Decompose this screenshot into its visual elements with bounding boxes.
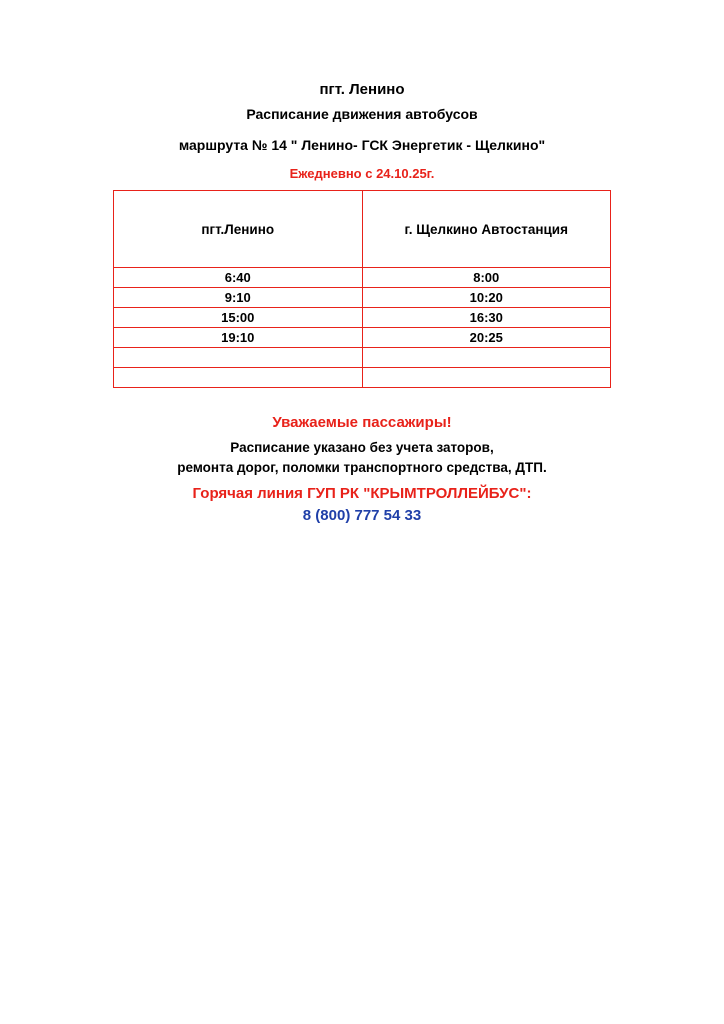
departure-time-lenino: 19:10	[114, 328, 363, 348]
column-header-shchelkino: г. Щелкино Автостанция	[362, 191, 611, 268]
document-header	[0, 80, 724, 181]
departure-time-shchelkino	[362, 348, 611, 368]
notice-line-2: ремонта дорог, поломки транспортного средства, ДТП.	[177, 459, 547, 475]
table-row	[114, 328, 611, 348]
departure-time-shchelkino: 16:30	[362, 308, 611, 328]
schedule-table-body	[114, 268, 611, 388]
table-row	[114, 288, 611, 308]
departure-time-lenino: 9:10	[114, 288, 363, 308]
departure-time-shchelkino: 8:00	[362, 268, 611, 288]
departure-time-lenino: 15:00	[114, 308, 363, 328]
column-header-lenino: пгт.Ленино	[114, 191, 363, 268]
table-row	[114, 368, 611, 388]
departure-time-shchelkino	[362, 368, 611, 388]
departure-time-lenino: 6:40	[114, 268, 363, 288]
notice-title: Уважаемые пассажиры!	[272, 414, 452, 432]
departure-time-shchelkino: 20:25	[362, 328, 611, 348]
schedule-table	[113, 190, 611, 388]
period-title: Ежедневно с 24.10.25г.	[289, 166, 435, 182]
settlement-title: пгт. Ленино	[319, 81, 405, 98]
hotline-phone: 8 (800) 777 54 33	[302, 507, 422, 525]
route-title: маршрута № 14 " Ленино- ГСК Энергетик - Щелкино"	[178, 137, 546, 154]
table-header-row	[114, 191, 611, 268]
departure-time-lenino	[114, 348, 363, 368]
document-type-title: Расписание движения автобусов	[246, 106, 478, 123]
document-footer	[0, 414, 724, 524]
departure-time-shchelkino: 10:20	[362, 288, 611, 308]
hotline-label: Горячая линия ГУП РК "КРЫМТРОЛЛЕЙБУС":	[192, 485, 532, 503]
table-row	[114, 308, 611, 328]
notice-line-1: Расписание указано без учета заторов,	[230, 440, 494, 456]
schedule-table-head	[114, 191, 611, 268]
table-row	[114, 268, 611, 288]
schedule-table-container	[113, 190, 611, 388]
table-row	[114, 348, 611, 368]
departure-time-lenino	[114, 368, 363, 388]
